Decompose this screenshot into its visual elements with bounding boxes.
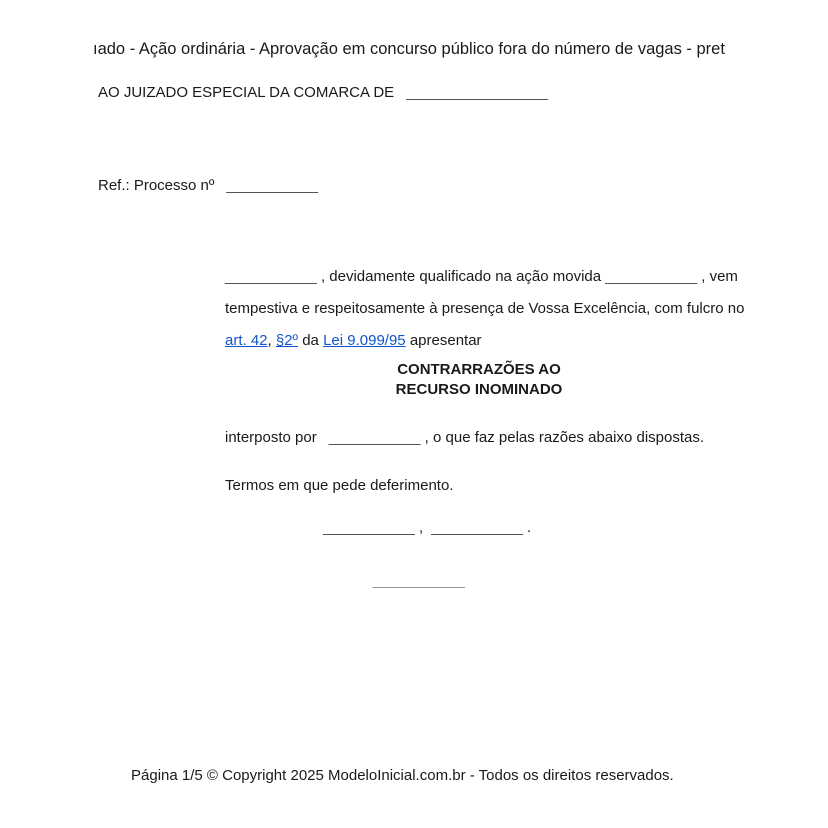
signature-blank-field: ___________ — [373, 572, 465, 589]
footer-copyright: Página 1/5 © Copyright 2025 ModeloInicial.com.br - Todos os direitos reservados. — [131, 767, 674, 784]
paragraph-line-3-tail: apresentar — [405, 332, 482, 349]
interposto-text-post: , o que faz pelas razões abaixo dispostas. — [424, 429, 705, 446]
addressing-line — [98, 83, 548, 102]
process-reference-line — [98, 176, 318, 195]
closing-line: Termos em que pede deferimento. — [225, 477, 454, 494]
document-heading — [225, 360, 733, 400]
paragraph-line-2: tempestiva e respeitosamente à presença de Vossa Excelência, com fulcro no — [225, 300, 745, 317]
paragraph-line-3 — [225, 325, 733, 357]
party-name-blank-field: ___________ — [225, 268, 317, 285]
heading-line-1: CONTRARRAZÕES AO — [397, 361, 561, 378]
process-reference-label: Ref.: Processo nº — [98, 177, 215, 194]
paragraph-line-3-sep-1: , — [267, 332, 276, 349]
interposto-text-pre: interposto por — [225, 429, 317, 446]
signature-line — [373, 571, 465, 590]
paragraph-line-3-sep-2: da — [298, 332, 324, 349]
document-title-clipped: ıado - Ação ordinária - Aprovação em concurso público fora do número de vagas - pret — [93, 40, 725, 58]
link-art-42[interactable]: art. 42 — [225, 332, 268, 349]
place-date-comma: , — [418, 519, 424, 536]
action-name-blank-field: ___________ — [605, 268, 698, 285]
paragraph-line-1-text-a: , devidamente qualificado na ação movida — [320, 268, 602, 285]
date-blank-field: ___________ — [431, 519, 523, 536]
place-date-period: . — [527, 519, 532, 536]
comarca-blank-field: _________________ — [406, 84, 549, 101]
paragraph-line-1-text-b: , vem — [701, 268, 738, 285]
place-blank-field: ___________ — [323, 519, 415, 536]
link-lei-9099-95[interactable]: Lei 9.099/95 — [323, 332, 406, 349]
interposto-line — [225, 428, 704, 447]
link-paragrafo-2[interactable]: §2º — [275, 332, 299, 349]
paragraph-line-1 — [225, 261, 738, 293]
heading-line-2: RECURSO INOMINADO — [395, 381, 563, 398]
recorrente-blank-field: ___________ — [328, 429, 421, 446]
addressing-text: AO JUIZADO ESPECIAL DA COMARCA DE — [98, 84, 395, 101]
process-number-blank-field: ___________ — [226, 177, 319, 194]
qualification-paragraph — [225, 261, 745, 357]
place-date-line — [323, 518, 531, 537]
